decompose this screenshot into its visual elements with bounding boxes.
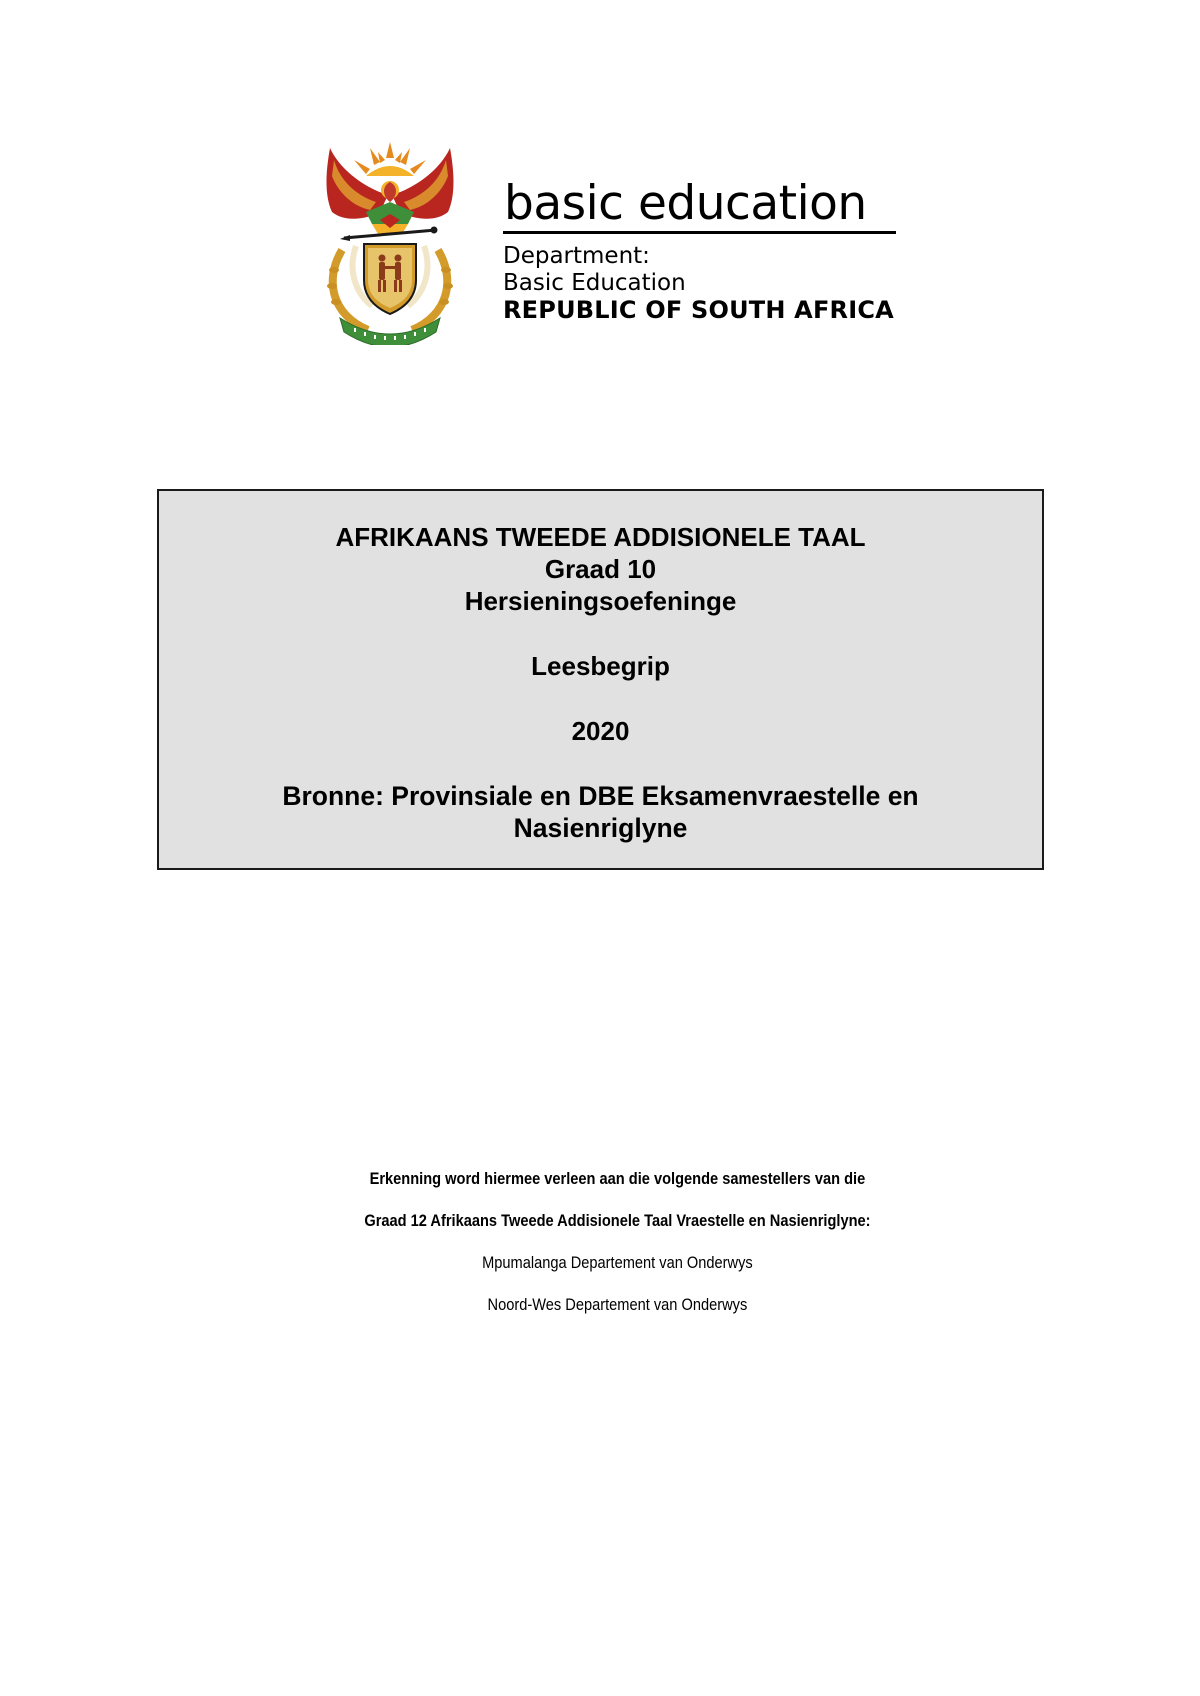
spacer [159,617,1042,650]
document-header [310,140,900,345]
coat-of-arms-icon [310,140,470,345]
subject-title: AFRIKAANS TWEEDE ADDISIONELE TAAL [335,522,866,552]
department-name: Basic Education [503,270,686,296]
spacer [159,747,1042,780]
acknowledgement-line-2: Graad 12 Afrikaans Tweede Addisionele Taal Vraestelle en Nasienriglyne: [364,1211,871,1230]
brand-underline [503,231,896,234]
acknowledgement [86,1158,1148,1326]
sources-line-1: Bronne: Provinsiale en DBE Eksamenvraestelle en [282,781,919,811]
spacer [159,682,1042,715]
department-brand [503,178,900,324]
type-title: Hersieningsoefeninge [464,586,737,616]
grade-title: Graad 10 [544,554,657,584]
sources-line-2: Nasienriglyne [513,813,688,843]
year-title: 2020 [571,716,630,746]
contributor-item: Noord-Wes Departement van Onderwys [487,1295,748,1314]
topic-title: Leesbegrip [531,651,670,681]
country-name: REPUBLIC OF SOUTH AFRICA [503,296,894,324]
acknowledgement-line-1: Erkenning word hiermee verleen aan die volgende samestellers van die [369,1169,866,1188]
brand-name: basic education [504,176,867,231]
department-label: Department: [503,243,650,269]
contributor-item: Mpumalanga Departement van Onderwys [482,1253,753,1272]
title-box [157,489,1044,870]
